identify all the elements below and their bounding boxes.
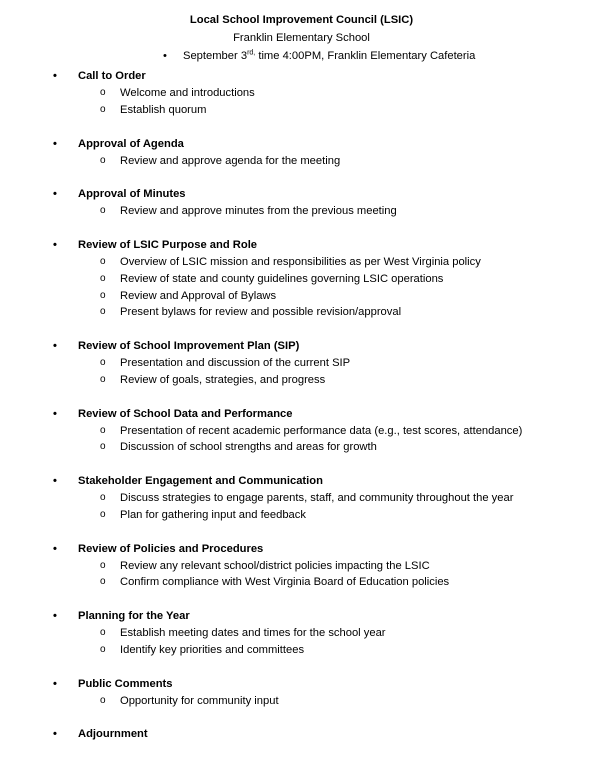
- section-heading: [0, 473, 603, 490]
- list-item: [0, 102, 603, 119]
- section-heading: [0, 541, 603, 558]
- list-item-text: Opportunity for community input: [120, 694, 279, 707]
- list-item-text: Presentation of recent academic performance data (e.g., test scores, attendance): [120, 424, 523, 437]
- list-item: [0, 423, 603, 440]
- section-items: [0, 693, 603, 710]
- bullet-icon: •: [53, 239, 57, 251]
- section-heading: [0, 136, 603, 153]
- list-item: [0, 254, 603, 271]
- section-items: [0, 355, 603, 389]
- section-heading-label: Review of Policies and Procedures: [78, 542, 264, 555]
- circle-bullet-icon: o: [100, 256, 106, 267]
- list-item-text: Review any relevant school/district policies impacting the LSIC: [120, 559, 430, 572]
- list-item: [0, 85, 603, 102]
- section-heading-label: Review of School Data and Performance: [78, 407, 293, 420]
- list-item: [0, 507, 603, 524]
- bullet-icon: •: [53, 407, 57, 420]
- circle-bullet-icon: o: [100, 205, 106, 217]
- agenda-section: [0, 473, 603, 524]
- agenda-sections: [0, 68, 603, 760]
- section-items: [0, 203, 603, 220]
- circle-bullet-icon: o: [100, 508, 106, 520]
- bullet-icon: •: [53, 340, 57, 352]
- circle-bullet-icon: o: [100, 559, 106, 571]
- bullet-icon: •: [163, 50, 167, 62]
- section-items: [0, 153, 603, 170]
- list-item-text: Review of goals, strategies, and progress: [120, 373, 326, 386]
- circle-bullet-icon: o: [100, 627, 106, 638]
- list-item: [0, 203, 603, 220]
- list-item: [0, 439, 603, 456]
- circle-bullet-icon: o: [100, 87, 106, 98]
- list-item-text: Identify key priorities and committees: [120, 643, 305, 656]
- list-item: [0, 625, 603, 642]
- agenda-section: [0, 237, 603, 321]
- agenda-section: [0, 676, 603, 710]
- section-heading-label: Approval of Agenda: [78, 137, 184, 150]
- list-item: [0, 153, 603, 170]
- circle-bullet-icon: o: [100, 306, 106, 318]
- list-item: [0, 288, 603, 305]
- list-item-text: Overview of LSIC mission and responsibilities as per West Virginia policy: [120, 256, 481, 268]
- section-heading: [0, 608, 603, 625]
- section-items: [0, 625, 603, 659]
- bullet-icon: •: [53, 137, 57, 150]
- section-heading-label: Review of School Improvement Plan (SIP): [78, 340, 300, 352]
- meeting-time-location: time 4:00PM, Franklin Elementary Cafeteria: [255, 50, 476, 62]
- list-item-text: Review and approve minutes from the previous meeting: [120, 205, 397, 218]
- section-heading-label: Call to Order: [78, 70, 146, 82]
- circle-bullet-icon: o: [100, 643, 106, 655]
- list-item: [0, 490, 603, 507]
- section-heading-label: Approval of Minutes: [78, 188, 186, 201]
- circle-bullet-icon: o: [100, 154, 106, 166]
- section-heading-label: Stakeholder Engagement and Communication: [78, 475, 323, 487]
- list-item-text: Establish meeting dates and times for the school year: [120, 627, 386, 639]
- agenda-section: [0, 136, 603, 170]
- bullet-icon: •: [53, 188, 57, 201]
- circle-bullet-icon: o: [100, 357, 106, 368]
- bullet-icon: •: [53, 677, 57, 690]
- bullet-icon: •: [53, 542, 57, 555]
- agenda-section: [0, 406, 603, 457]
- section-heading: [0, 338, 603, 355]
- agenda-section: [0, 608, 603, 659]
- circle-bullet-icon: o: [100, 441, 106, 453]
- list-item-text: Discussion of school strengths and areas for growth: [120, 441, 377, 454]
- section-heading: [0, 68, 603, 85]
- list-item: [0, 574, 603, 591]
- list-item: [0, 304, 603, 321]
- section-heading-label: Review of LSIC Purpose and Role: [78, 239, 258, 251]
- date-ordinal: rd,: [247, 49, 256, 57]
- list-item-text: Review of state and county guidelines governing LSIC operations: [120, 272, 444, 285]
- school-name: Franklin Elementary School: [233, 32, 370, 44]
- list-item-text: Plan for gathering input and feedback: [120, 508, 306, 521]
- circle-bullet-icon: o: [100, 373, 106, 385]
- bullet-icon: •: [53, 610, 57, 622]
- circle-bullet-icon: o: [100, 103, 106, 115]
- list-item-text: Welcome and introductions: [120, 87, 255, 99]
- section-heading-label: Planning for the Year: [78, 610, 190, 622]
- circle-bullet-icon: o: [100, 289, 106, 301]
- section-heading: [0, 676, 603, 693]
- circle-bullet-icon: o: [100, 272, 106, 284]
- agenda-section: [0, 338, 603, 389]
- agenda-section: [0, 541, 603, 592]
- list-item: [0, 372, 603, 389]
- section-heading: [0, 726, 603, 743]
- list-item: [0, 271, 603, 288]
- agenda-section: [0, 186, 603, 220]
- section-items: [0, 490, 603, 524]
- bullet-icon: •: [53, 70, 57, 82]
- list-item-text: Establish quorum: [120, 103, 207, 116]
- meeting-date: September 3: [183, 50, 248, 62]
- list-item: [0, 642, 603, 659]
- list-item: [0, 558, 603, 575]
- meeting-date-line: [163, 49, 475, 63]
- agenda-section: [0, 68, 603, 119]
- section-items: [0, 423, 603, 457]
- list-item: [0, 693, 603, 710]
- list-item-text: Presentation and discussion of the current SIP: [120, 357, 351, 369]
- section-heading: [0, 406, 603, 423]
- list-item: [0, 355, 603, 372]
- circle-bullet-icon: o: [100, 694, 106, 706]
- list-item-text: Confirm compliance with West Virginia Board of Education policies: [120, 576, 450, 589]
- section-items: [0, 558, 603, 592]
- section-heading-label: Adjournment: [78, 728, 148, 741]
- bullet-icon: •: [53, 475, 57, 487]
- section-heading: [0, 237, 603, 254]
- list-item-text: Review and approve agenda for the meeting: [120, 154, 341, 167]
- circle-bullet-icon: o: [100, 424, 106, 436]
- circle-bullet-icon: o: [100, 492, 106, 503]
- section-heading-label: Public Comments: [78, 677, 173, 690]
- list-item-text: Discuss strategies to engage parents, staff, and community throughout the year: [120, 492, 514, 504]
- section-items: [0, 85, 603, 119]
- section-items: [0, 254, 603, 321]
- agenda-section: [0, 726, 603, 743]
- list-item-text: Review and Approval of Bylaws: [120, 289, 277, 302]
- document-title: Local School Improvement Council (LSIC): [189, 14, 414, 26]
- section-heading: [0, 186, 603, 203]
- bullet-icon: •: [53, 728, 57, 741]
- circle-bullet-icon: o: [100, 576, 106, 588]
- list-item-text: Present bylaws for review and possible revision/approval: [120, 306, 402, 319]
